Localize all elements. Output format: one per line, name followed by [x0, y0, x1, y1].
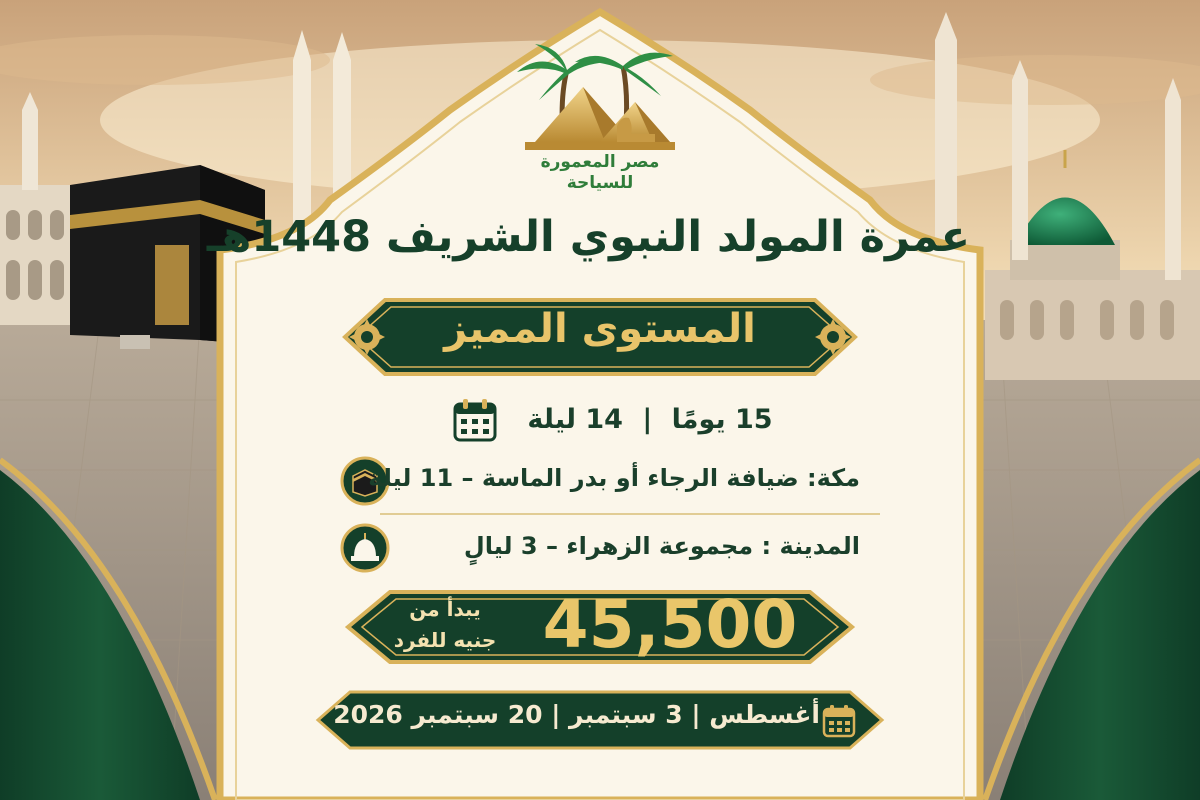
trip-dates: أغسطس | 3 سبتمبر | 20 سبتمبر 2026	[333, 700, 820, 729]
mosque-dome-icon	[340, 523, 390, 573]
tier-label: المستوى المميز	[444, 306, 756, 352]
hotel-divider	[380, 513, 880, 515]
hotel-makkah: مكة: ضيافة الرجاء أو بدر الماسة – 11 ليلة	[368, 464, 860, 492]
brand-name-line2: للسياحة	[566, 173, 634, 193]
brand-logo	[505, 42, 695, 154]
page-title: عمرة المولد النبوي الشريف 1448هـ	[206, 212, 970, 262]
price-starts-from: يبدأ من	[409, 597, 481, 621]
duration-days: 15 يومًا	[671, 404, 773, 435]
hotel-madinah: المدينة : مجموعة الزهراء – 3 ليالٍ	[463, 532, 860, 560]
dates-calendar-icon	[822, 704, 856, 738]
calendar-icon	[452, 397, 498, 443]
brand-name-line1: مصر المعمورة	[540, 152, 660, 172]
price-amount: 45,500	[542, 586, 798, 663]
duration-separator: |	[642, 404, 653, 435]
duration-text	[520, 404, 780, 435]
duration-nights: 14 ليلة	[527, 404, 623, 435]
price-unit: جنيه للفرد	[393, 628, 497, 652]
